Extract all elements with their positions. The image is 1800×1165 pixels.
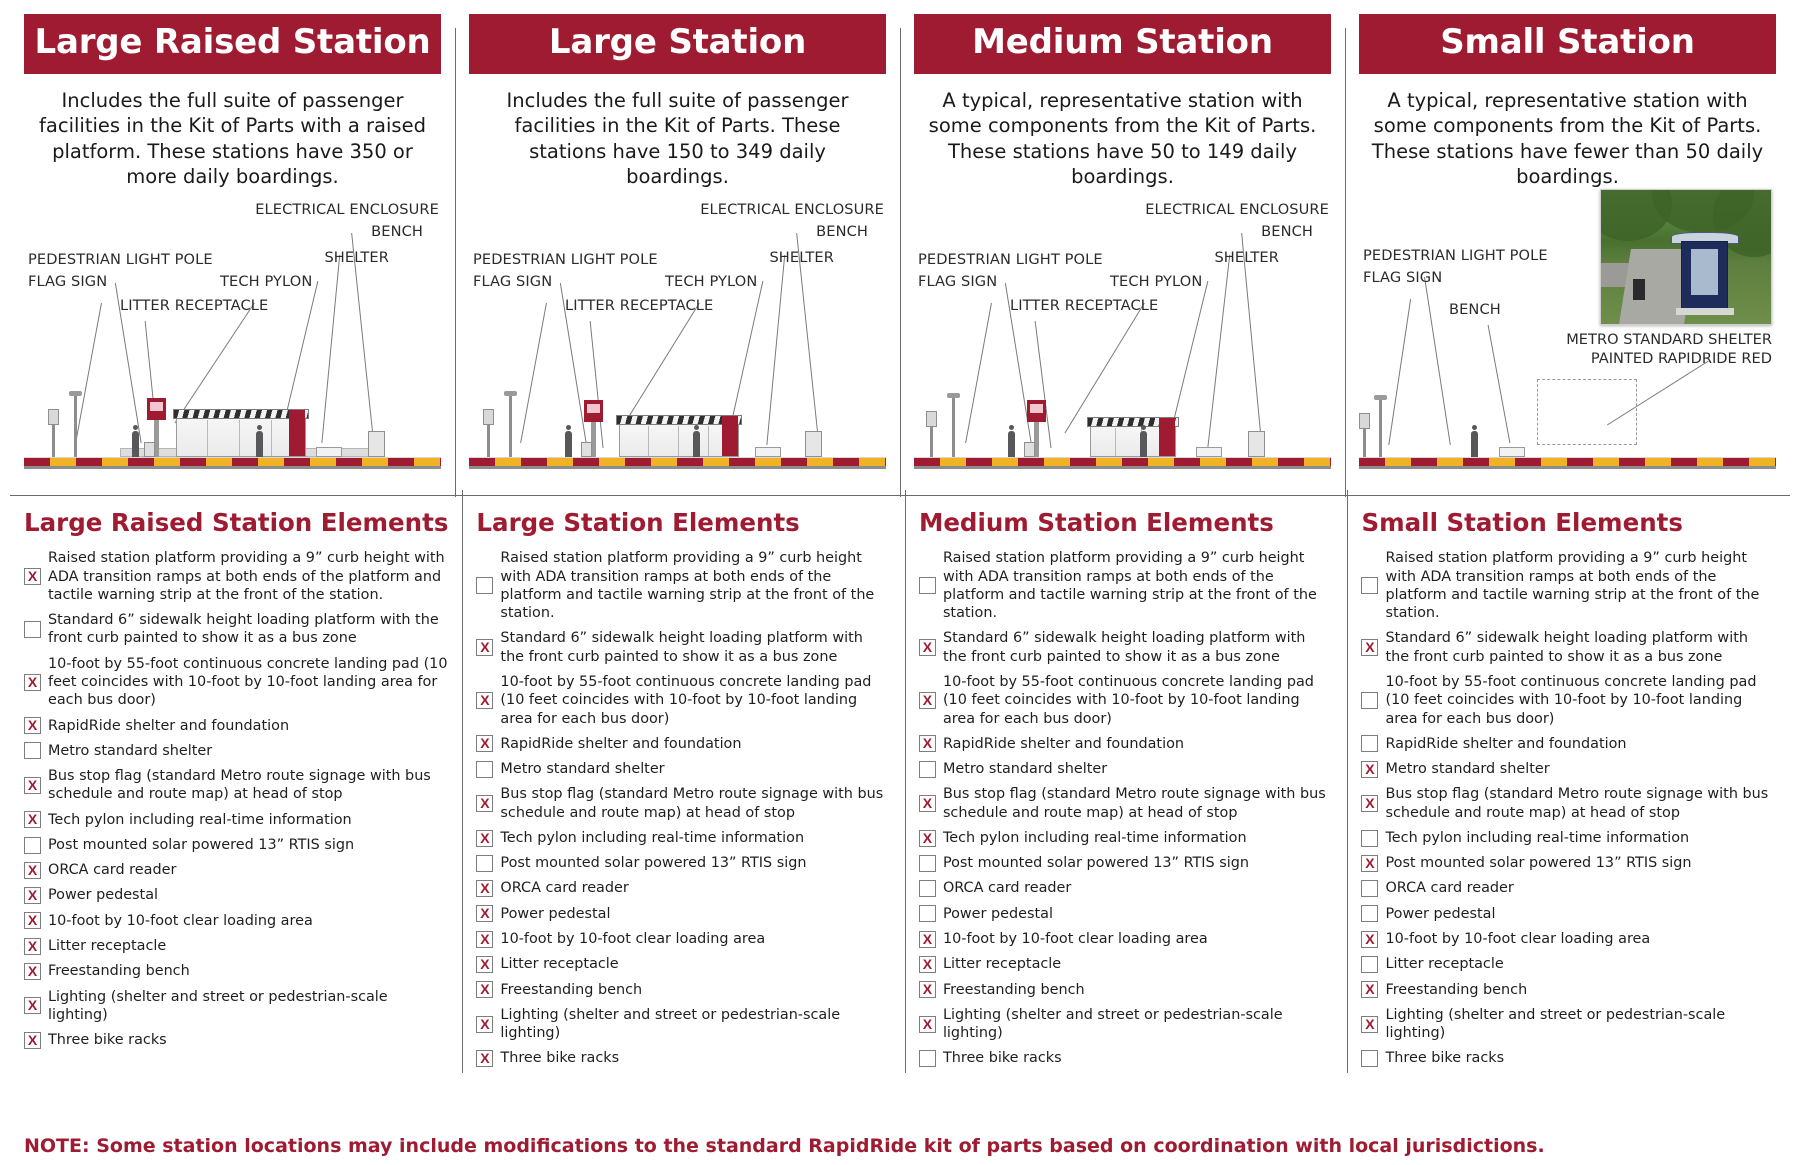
pedestrian-light-pole-icon — [509, 395, 512, 457]
checkbox-empty-icon[interactable] — [919, 577, 936, 594]
checklist-item[interactable] — [24, 717, 448, 735]
checklist-item[interactable] — [476, 879, 891, 897]
station-illustration — [469, 193, 886, 493]
checklist-item-label: Three bike racks — [48, 1032, 167, 1049]
callout-bench: BENCH — [1449, 301, 1501, 319]
checklist-item[interactable] — [919, 735, 1334, 753]
checklist-item-label: Tech pylon including real-time information — [500, 829, 805, 846]
checklist-item[interactable] — [24, 549, 448, 604]
checkbox-checked-icon[interactable]: X — [476, 880, 493, 897]
pedestrian-light-pole-icon — [74, 395, 77, 457]
checklist-item[interactable] — [919, 785, 1334, 822]
checklist-item-label: 10-foot by 10-foot clear loading area — [500, 931, 766, 948]
checkbox-empty-icon[interactable] — [1361, 880, 1378, 897]
checkbox-checked-icon[interactable]: X — [24, 887, 41, 904]
person-figure — [132, 431, 139, 457]
checkbox-empty-icon[interactable] — [24, 742, 41, 759]
checkbox-empty-icon[interactable] — [1361, 956, 1378, 973]
checkbox-empty-icon[interactable] — [1361, 905, 1378, 922]
checkbox-checked-icon[interactable]: X — [24, 777, 41, 794]
checkbox-checked-icon[interactable]: X — [476, 830, 493, 847]
checkbox-checked-icon[interactable]: X — [476, 931, 493, 948]
checkbox-checked-icon[interactable]: X — [476, 795, 493, 812]
checklist-item[interactable] — [919, 955, 1334, 973]
panel-title-banner: Medium Station — [914, 14, 1331, 74]
elements-checklists — [10, 496, 1790, 1074]
station-scene — [469, 367, 886, 477]
checklist-item-label: Metro standard shelter — [48, 742, 213, 759]
elements-title: Large Raised Station Elements — [24, 508, 449, 538]
electrical-enclosure-icon — [805, 431, 822, 457]
checklist-item-label: Post mounted solar powered 13” RTIS sign — [500, 855, 807, 872]
checklist-item[interactable] — [24, 962, 448, 980]
checklist-item-label: 10-foot by 55-foot continuous concrete landing pad (10 feet coincides with 10-foot by 10-foot landing area for each bus door) — [1385, 673, 1757, 727]
station-illustration — [24, 193, 441, 493]
checklist-item-label: ORCA card reader — [500, 880, 629, 897]
checklist-item-label: Raised station platform providing a 9” curb height with ADA transition ramps at both ends of the platform and tactile warning strip at the front of the station. — [48, 550, 445, 603]
checklist-item[interactable] — [476, 760, 891, 778]
checklist-item-label: Post mounted solar powered 13” RTIS sign — [48, 836, 355, 853]
checklist — [476, 549, 891, 1067]
checklist-item[interactable] — [476, 829, 891, 847]
rapidride-shelter-icon — [1090, 425, 1176, 457]
bench-icon — [1499, 447, 1525, 457]
checkbox-checked-icon[interactable]: X — [476, 692, 493, 709]
checkbox-empty-icon[interactable] — [1361, 577, 1378, 594]
callout-bench: BENCH — [371, 223, 423, 241]
checklist-item-label: Bus stop flag (standard Metro route signage with bus schedule and route map) at head of stop — [48, 768, 431, 803]
callout-tech-pylon: TECH PYLON — [220, 273, 313, 291]
checklist-item[interactable] — [919, 905, 1334, 923]
checkbox-checked-icon[interactable]: X — [919, 795, 936, 812]
checklist-item-label: Power pedestal — [48, 887, 159, 904]
checklist-item[interactable] — [1361, 981, 1776, 999]
checkbox-checked-icon[interactable]: X — [24, 568, 41, 585]
callout-pedestrian-light-pole: PEDESTRIAN LIGHT POLE — [918, 251, 1103, 269]
checkbox-checked-icon[interactable]: X — [24, 997, 41, 1014]
panel-large-raised-station — [10, 14, 455, 493]
elements-title: Large Station Elements — [476, 508, 800, 538]
checkbox-empty-icon[interactable] — [919, 855, 936, 872]
checklist-item[interactable] — [24, 886, 448, 904]
checklist-item[interactable] — [919, 1006, 1334, 1043]
checklist-item-label: Freestanding bench — [500, 981, 643, 998]
checklist-item[interactable] — [1361, 629, 1776, 666]
checklist-item[interactable] — [24, 767, 448, 804]
callout-bench: BENCH — [1261, 223, 1313, 241]
checklist-item-label: Bus stop flag (standard Metro route signage with bus schedule and route map) at head of stop — [500, 786, 884, 821]
checkbox-empty-icon[interactable] — [24, 621, 41, 638]
checkbox-checked-icon[interactable]: X — [476, 956, 493, 973]
panel-title-banner: Large Raised Station — [24, 14, 441, 74]
checklist-item-label: Metro standard shelter — [500, 761, 665, 778]
checklist-item-label: 10-foot by 10-foot clear loading area — [1385, 931, 1651, 948]
checklist-item[interactable] — [1361, 673, 1776, 728]
station-illustration — [1359, 193, 1776, 493]
checkbox-checked-icon[interactable]: X — [919, 830, 936, 847]
checkbox-checked-icon[interactable]: X — [24, 674, 41, 691]
checklist-item[interactable] — [476, 930, 891, 948]
pedestrian-light-pole-icon — [952, 397, 955, 457]
checklist-item[interactable] — [476, 673, 891, 728]
checkbox-checked-icon[interactable]: X — [476, 639, 493, 656]
checklist-item-label: Post mounted solar powered 13” RTIS sign — [1385, 855, 1692, 872]
elements-small-station — [1347, 496, 1790, 1074]
checklist-item-label: Litter receptacle — [500, 956, 619, 973]
checklist-item[interactable] — [476, 785, 891, 822]
callout-flag-sign: FLAG SIGN — [1363, 269, 1443, 287]
checklist — [24, 549, 448, 1049]
checklist-item-label: 10-foot by 55-foot continuous concrete landing pad (10 feet coincides with 10-foot by 10-foot landing area for each bus door) — [48, 655, 448, 709]
person-figure — [1140, 431, 1147, 457]
person-figure — [1008, 431, 1015, 457]
checklist-item-label: RapidRide shelter and foundation — [1385, 735, 1627, 752]
checklist-item[interactable] — [476, 629, 891, 666]
checklist-item-label: 10-foot by 10-foot clear loading area — [942, 931, 1208, 948]
bench-icon — [316, 447, 342, 457]
checklist-item-label: Lighting (shelter and street or pedestrian-scale lighting) — [500, 1006, 841, 1042]
bench-icon — [1196, 447, 1222, 457]
callout-electrical-enclosure: ELECTRICAL ENCLOSURE — [1145, 201, 1329, 219]
panel-description: A typical, representative station with some components from the Kit of Parts. These stations have 50 to 149 daily boardings. — [928, 88, 1317, 188]
person-figure — [565, 431, 572, 457]
checklist-item-label: Freestanding bench — [1385, 981, 1528, 998]
checkbox-checked-icon[interactable]: X — [1361, 795, 1378, 812]
panel-large-station — [455, 14, 900, 493]
checklist-item[interactable] — [476, 854, 891, 872]
painted-curb — [24, 457, 441, 466]
flag-sign-icon — [930, 413, 933, 457]
panel-description: A typical, representative station with some components from the Kit of Parts. These stations have fewer than 50 daily boardings. — [1371, 88, 1764, 188]
checklist-item[interactable] — [1361, 955, 1776, 973]
checkbox-checked-icon[interactable]: X — [1361, 981, 1378, 998]
rapidride-shelter-icon — [176, 417, 306, 457]
litter-receptacle-icon — [1024, 442, 1035, 457]
person-figure — [1471, 431, 1478, 457]
person-figure — [693, 431, 700, 457]
checklist-item-label: Power pedestal — [1385, 905, 1496, 922]
checkbox-empty-icon[interactable] — [476, 761, 493, 778]
callout-tech-pylon: TECH PYLON — [665, 273, 758, 291]
checklist-item-label: Raised station platform providing a 9” curb height with ADA transition ramps at both ends of the platform and tactile warning strip at the front of the station. — [500, 550, 875, 622]
checklist-item-label: Tech pylon including real-time information — [48, 811, 352, 828]
panel-description: Includes the full suite of passenger facilities in the Kit of Parts. These stations have 150 to 349 daily boardings. — [506, 88, 849, 188]
checklist-item-label: Standard 6” sidewalk height loading platform with the front curb painted to show it as a bus zone — [1385, 630, 1748, 665]
checkbox-empty-icon[interactable] — [919, 905, 936, 922]
painted-curb — [914, 457, 1331, 466]
checkbox-checked-icon[interactable]: X — [24, 862, 41, 879]
checklist-item-label: 10-foot by 55-foot continuous concrete landing pad (10 feet coincides with 10-foot by 10-foot landing area for each bus door) — [942, 673, 1314, 727]
checklist-item[interactable] — [24, 611, 448, 648]
checklist-item[interactable] — [1361, 854, 1776, 872]
person-figure — [256, 431, 263, 457]
footnote: NOTE: Some station locations may include modifications to the standard RapidRide kit of parts based on coordination with local jurisdictions. — [24, 1135, 1545, 1157]
checkbox-checked-icon[interactable]: X — [24, 811, 41, 828]
checklist-item[interactable] — [1361, 1049, 1776, 1067]
checklist-item[interactable] — [24, 912, 448, 930]
checklist-item-label: Metro standard shelter — [942, 761, 1108, 778]
bench-icon — [755, 447, 781, 457]
checkbox-checked-icon[interactable]: X — [919, 639, 936, 656]
checkbox-checked-icon[interactable]: X — [24, 717, 41, 734]
checkbox-checked-icon[interactable]: X — [919, 931, 936, 948]
checklist-item-label: Three bike racks — [942, 1050, 1062, 1067]
elements-medium-station — [905, 496, 1348, 1074]
checklist-item-label: Power pedestal — [500, 905, 611, 922]
checklist-item-label: Litter receptacle — [1385, 956, 1504, 973]
checklist-item-label: Bus stop flag (standard Metro route signage with bus schedule and route map) at head of stop — [942, 786, 1326, 821]
checklist-item[interactable] — [1361, 930, 1776, 948]
elements-title: Medium Station Elements — [918, 508, 1274, 538]
photo-caption-line-2: PAINTED RAPIDRIDE RED — [1590, 349, 1772, 367]
checklist-item[interactable] — [1361, 760, 1776, 778]
checkbox-checked-icon[interactable]: X — [476, 1050, 493, 1067]
elements-title: Small Station Elements — [1361, 508, 1683, 538]
checklist-item[interactable] — [24, 836, 448, 854]
checklist-item-label: Standard 6” sidewalk height loading platform with the front curb painted to show it as a bus zone — [942, 630, 1306, 665]
checklist-item[interactable] — [1361, 829, 1776, 847]
callout-litter-receptacle: LITTER RECEPTACLE — [120, 297, 269, 315]
checkbox-checked-icon[interactable]: X — [1361, 931, 1378, 948]
checklist-item-label: Lighting (shelter and street or pedestrian-scale lighting) — [1385, 1006, 1726, 1042]
checklist-item-label: RapidRide shelter and foundation — [48, 717, 290, 734]
ground-line — [1359, 466, 1776, 469]
checklist-item-label: Litter receptacle — [48, 938, 167, 955]
checklist-item-label: Lighting (shelter and street or pedestrian-scale lighting) — [942, 1006, 1283, 1042]
checklist-item-label: Standard 6” sidewalk height loading platform with the front curb painted to show it as a bus zone — [48, 612, 439, 647]
checklist-item[interactable] — [476, 1049, 891, 1067]
checkbox-checked-icon[interactable]: X — [919, 1016, 936, 1033]
callout-shelter: SHELTER — [769, 249, 834, 267]
checklist-item[interactable] — [24, 937, 448, 955]
checklist — [919, 549, 1334, 1067]
checkbox-empty-icon[interactable] — [919, 761, 936, 778]
ground-line — [24, 466, 441, 469]
checkbox-checked-icon[interactable]: X — [476, 1016, 493, 1033]
elements-large-raised-station — [10, 496, 462, 1074]
checkbox-checked-icon[interactable]: X — [476, 981, 493, 998]
photo-caption — [1566, 331, 1772, 368]
checklist-item-label: Three bike racks — [1385, 1050, 1505, 1067]
checkbox-checked-icon[interactable]: X — [1361, 639, 1378, 656]
checklist-item[interactable] — [919, 829, 1334, 847]
checklist-item[interactable] — [919, 549, 1334, 622]
checklist-item[interactable] — [1361, 905, 1776, 923]
callout-flag-sign: FLAG SIGN — [473, 273, 553, 291]
callout-pedestrian-light-pole: PEDESTRIAN LIGHT POLE — [28, 251, 213, 269]
checkbox-empty-icon[interactable] — [919, 880, 936, 897]
station-scene — [24, 367, 441, 477]
checklist — [1361, 549, 1776, 1067]
station-scene — [1359, 367, 1776, 477]
painted-curb — [1359, 457, 1776, 466]
elements-large-station — [462, 496, 905, 1074]
checklist-item[interactable] — [476, 549, 891, 622]
metro-standard-shelter-photo — [1600, 189, 1772, 325]
painted-curb — [469, 457, 886, 466]
checklist-item[interactable] — [476, 955, 891, 973]
checklist-item[interactable] — [1361, 879, 1776, 897]
checklist-item-label: ORCA card reader — [48, 862, 177, 879]
checkbox-checked-icon[interactable]: X — [1361, 761, 1378, 778]
checklist-item[interactable] — [24, 988, 448, 1025]
electrical-enclosure-icon — [368, 431, 385, 457]
checkbox-checked-icon[interactable]: X — [919, 981, 936, 998]
checklist-item-label: Metro standard shelter — [1385, 761, 1550, 778]
checkbox-checked-icon[interactable]: X — [24, 938, 41, 955]
checkbox-empty-icon[interactable] — [476, 855, 493, 872]
checklist-item-label: RapidRide shelter and foundation — [942, 735, 1185, 752]
callout-electrical-enclosure: ELECTRICAL ENCLOSURE — [255, 201, 439, 219]
checklist-item[interactable] — [919, 930, 1334, 948]
checklist-item-label: 10-foot by 10-foot clear loading area — [48, 912, 313, 929]
checkbox-empty-icon[interactable] — [1361, 1050, 1378, 1067]
checkbox-empty-icon[interactable] — [1361, 830, 1378, 847]
checkbox-checked-icon[interactable]: X — [1361, 1016, 1378, 1033]
electrical-enclosure-icon — [1248, 431, 1265, 457]
checklist-item[interactable] — [1361, 1006, 1776, 1043]
checklist-item[interactable] — [1361, 735, 1776, 753]
callout-pedestrian-light-pole: PEDESTRIAN LIGHT POLE — [473, 251, 658, 269]
checklist-item-label: RapidRide shelter and foundation — [500, 735, 742, 752]
photo-caption-line-1: METRO STANDARD SHELTER — [1566, 331, 1772, 349]
checklist-item[interactable] — [476, 905, 891, 923]
panel-title-banner: Small Station — [1359, 14, 1776, 74]
checklist-item-label: Three bike racks — [500, 1050, 620, 1067]
checklist-item[interactable] — [24, 742, 448, 760]
callout-litter-receptacle: LITTER RECEPTACLE — [565, 297, 714, 315]
checkbox-checked-icon[interactable]: X — [24, 963, 41, 980]
litter-receptacle-icon — [581, 442, 592, 457]
callout-litter-receptacle: LITTER RECEPTACLE — [1010, 297, 1159, 315]
checklist-item[interactable] — [919, 1049, 1334, 1067]
checklist-item-label: Bus stop flag (standard Metro route signage with bus schedule and route map) at head of stop — [1385, 786, 1769, 821]
panel-description: Includes the full suite of passenger facilities in the Kit of Parts with a raised platform. These stations have 350 or more daily boardings. — [39, 88, 426, 188]
ground-line — [914, 466, 1331, 469]
callout-shelter: SHELTER — [324, 249, 389, 267]
callout-electrical-enclosure: ELECTRICAL ENCLOSURE — [700, 201, 884, 219]
litter-receptacle-icon — [144, 442, 155, 457]
checklist-item[interactable] — [919, 673, 1334, 728]
callout-pedestrian-light-pole: PEDESTRIAN LIGHT POLE — [1363, 247, 1548, 265]
callout-shelter: SHELTER — [1214, 249, 1279, 267]
callout-tech-pylon: TECH PYLON — [1110, 273, 1203, 291]
checklist-item-label: Lighting (shelter and street or pedestrian-scale lighting) — [48, 988, 388, 1023]
pedestrian-light-pole-icon — [1379, 399, 1382, 457]
checklist-item[interactable] — [1361, 785, 1776, 822]
checklist-item[interactable] — [24, 1031, 448, 1049]
checkbox-checked-icon[interactable]: X — [1361, 855, 1378, 872]
callout-flag-sign: FLAG SIGN — [28, 273, 108, 291]
checklist-item-label: Power pedestal — [942, 905, 1053, 922]
checklist-item[interactable] — [24, 811, 448, 829]
flag-sign-icon — [52, 411, 55, 457]
checkbox-checked-icon[interactable]: X — [24, 912, 41, 929]
checklist-item[interactable] — [476, 1006, 891, 1043]
checklist-item[interactable] — [919, 629, 1334, 666]
checklist-item-label: Litter receptacle — [942, 956, 1062, 973]
flag-sign-icon — [487, 411, 490, 457]
rapidride-shelter-icon — [619, 423, 739, 457]
checklist-item-label: ORCA card reader — [1385, 880, 1514, 897]
checkbox-empty-icon[interactable] — [1361, 692, 1378, 709]
checklist-item-label: Standard 6” sidewalk height loading platform with the front curb painted to show it as a bus zone — [500, 630, 863, 665]
station-panels — [10, 14, 1790, 493]
checklist-item-label: 10-foot by 55-foot continuous concrete landing pad (10 feet coincides with 10-foot by 10-foot landing area for each bus door) — [500, 673, 872, 727]
flag-sign-icon — [1363, 415, 1366, 457]
checkbox-empty-icon[interactable] — [919, 1050, 936, 1067]
checklist-item-label: Raised station platform providing a 9” curb height with ADA transition ramps at both ends of the platform and tactile warning strip at the front of the station. — [942, 550, 1317, 622]
checkbox-checked-icon[interactable]: X — [919, 956, 936, 973]
checkbox-empty-icon[interactable] — [24, 837, 41, 854]
checklist-item[interactable] — [24, 655, 448, 710]
checklist-item-label: Freestanding bench — [942, 981, 1085, 998]
checklist-item[interactable] — [476, 981, 891, 999]
checkbox-checked-icon[interactable]: X — [919, 735, 936, 752]
panel-small-station — [1345, 14, 1790, 493]
checkbox-empty-icon[interactable] — [476, 577, 493, 594]
station-illustration — [914, 193, 1331, 493]
ground-line — [469, 466, 886, 469]
checkbox-checked-icon[interactable]: X — [476, 735, 493, 752]
checklist-item-label: Tech pylon including real-time information — [942, 829, 1247, 846]
checkbox-empty-icon[interactable] — [1361, 735, 1378, 752]
checkbox-checked-icon[interactable]: X — [24, 1032, 41, 1049]
checklist-item[interactable] — [919, 760, 1334, 778]
checklist-item-label: Tech pylon including real-time information — [1385, 829, 1690, 846]
checklist-item[interactable] — [24, 861, 448, 879]
checklist-item-label: ORCA card reader — [942, 880, 1072, 897]
station-scene — [914, 367, 1331, 477]
callout-flag-sign: FLAG SIGN — [918, 273, 998, 291]
panel-title-banner: Large Station — [469, 14, 886, 74]
checklist-item[interactable] — [1361, 549, 1776, 622]
panel-medium-station — [900, 14, 1345, 493]
checkbox-checked-icon[interactable]: X — [919, 692, 936, 709]
checkbox-checked-icon[interactable]: X — [476, 905, 493, 922]
checklist-item-label: Freestanding bench — [48, 963, 190, 980]
callout-bench: BENCH — [816, 223, 868, 241]
checklist-item[interactable] — [919, 854, 1334, 872]
checklist-item[interactable] — [919, 879, 1334, 897]
checklist-item[interactable] — [476, 735, 891, 753]
checklist-item[interactable] — [919, 981, 1334, 999]
checklist-item-label: Post mounted solar powered 13” RTIS sign — [942, 855, 1250, 872]
checklist-item-label: Raised station platform providing a 9” curb height with ADA transition ramps at both ends of the platform and tactile warning strip at the front of the station. — [1385, 550, 1760, 622]
